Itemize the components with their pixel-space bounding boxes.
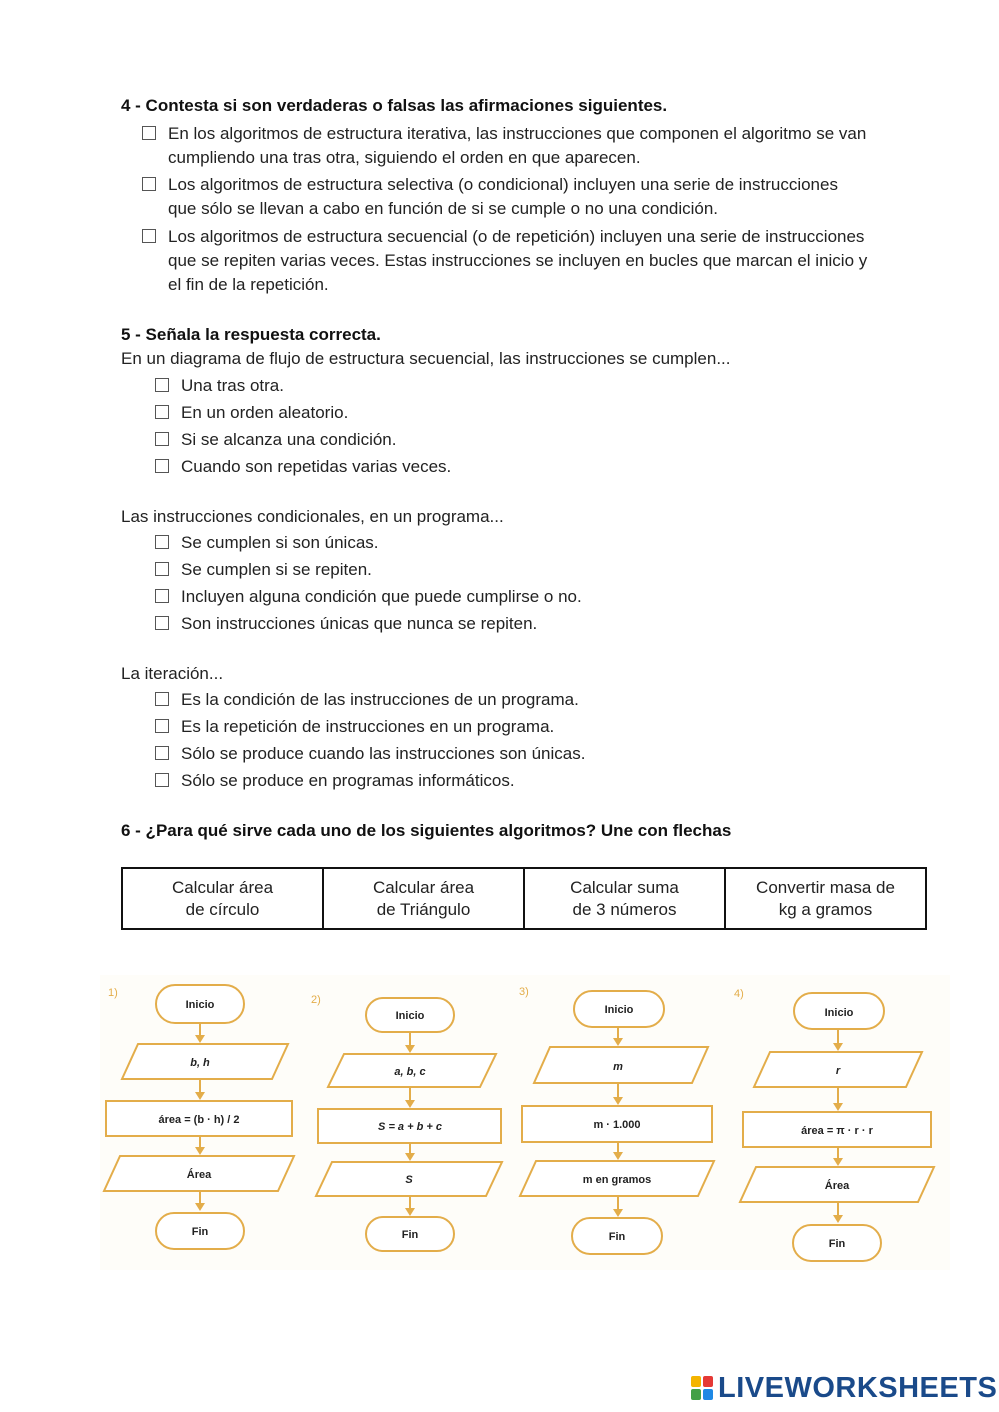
flowchart-3-end: Fin — [608, 1231, 626, 1243]
match-cell-circle-area[interactable] — [122, 868, 323, 929]
q6-title: 6 - ¿Para qué sirve cada uno de los siguientes algoritmos? Une con flechas — [121, 821, 732, 840]
match-cell-3-line1: Calcular suma — [570, 877, 679, 897]
flowchart-1-input: b, h — [190, 1057, 210, 1069]
flowchart-4-start: Inicio — [824, 1007, 854, 1019]
flowchart-3-start: Inicio — [604, 1004, 634, 1016]
flowchart-1-process: área = (b · h) / 2 — [158, 1114, 240, 1126]
flowchart-4-output: Área — [824, 1180, 850, 1192]
flowchart-1-output: Área — [186, 1169, 212, 1181]
flowchart-3-input: m — [613, 1061, 623, 1073]
match-cell-2-line1: Calcular área — [372, 877, 475, 897]
q5-g3-checkbox-3[interactable] — [155, 746, 169, 760]
q5-g1-option-3: Si se alcanza una condición. — [181, 430, 397, 449]
logo-icon — [690, 1375, 714, 1401]
q4-item-3-line1: Los algoritmos de estructura secuencial (o de repetición) incluyen una serie de instrucciones — [168, 227, 865, 246]
q5-g1-checkbox-3[interactable] — [155, 432, 169, 446]
flowchart-2-input: a, b, c — [394, 1066, 426, 1078]
flowchart-1-start: Inicio — [185, 999, 215, 1011]
q5-g3-option-3: Sólo se produce cuando las instrucciones son únicas. — [181, 744, 586, 763]
flowchart-4-end: Fin — [828, 1238, 846, 1250]
flowchart-2-process: S = a + b + c — [378, 1121, 442, 1133]
q5-g2-option-4: Son instrucciones únicas que nunca se repiten. — [181, 614, 538, 633]
q5-g3-checkbox-2[interactable] — [155, 719, 169, 733]
q5-g2-option-1: Se cumplen si son únicas. — [181, 533, 379, 552]
q4-checkbox-1[interactable] — [142, 126, 156, 140]
q5-g1-checkbox-2[interactable] — [155, 405, 169, 419]
q5-g2-option-2: Se cumplen si se repiten. — [181, 560, 372, 579]
flowcharts-area — [100, 975, 950, 1270]
q5-title: 5 - Señala la respuesta correcta. — [121, 325, 381, 344]
match-cell-4-line2: kg a gramos — [778, 899, 873, 919]
match-cell-triangle-area[interactable] — [323, 868, 524, 929]
liveworksheets-logo — [690, 1372, 997, 1404]
q5-g2-checkbox-3[interactable] — [155, 589, 169, 603]
flowchart-4-number: 4) — [734, 988, 744, 1000]
flowchart-1-end: Fin — [191, 1226, 209, 1238]
flowchart-3-process: m · 1.000 — [593, 1119, 641, 1131]
flowchart-2-output: S — [405, 1174, 413, 1186]
q5-g1-checkbox-4[interactable] — [155, 459, 169, 473]
flowchart-2-end: Fin — [401, 1229, 419, 1241]
match-table — [121, 867, 927, 930]
q4-checkbox-2[interactable] — [142, 177, 156, 191]
q5-g1-option-2: En un orden aleatorio. — [181, 403, 349, 422]
q5-g3-option-2: Es la repetición de instrucciones en un programa. — [181, 717, 555, 736]
q5-g2-checkbox-1[interactable] — [155, 535, 169, 549]
q5-g3-option-1: Es la condición de las instrucciones de un programa. — [181, 690, 579, 709]
flowchart-2-start: Inicio — [395, 1010, 425, 1022]
flowchart-3-output: m en gramos — [582, 1174, 652, 1186]
q4-item-3-line3: el fin de la repetición. — [168, 275, 329, 294]
q5-group-1-intro: En un diagrama de flujo de estructura secuencial, las instrucciones se cumplen... — [121, 349, 731, 368]
match-cell-kg-grams[interactable] — [725, 868, 926, 929]
q5-group-2-intro: Las instrucciones condicionales, en un programa... — [121, 507, 504, 526]
q5-g3-checkbox-4[interactable] — [155, 773, 169, 787]
q5-g2-option-3: Incluyen alguna condición que puede cumplirse o no. — [181, 587, 582, 606]
flowchart-1-number: 1) — [108, 987, 118, 999]
q4-item-2-line1: Los algoritmos de estructura selectiva (o condicional) incluyen una serie de instrucciones — [168, 175, 838, 194]
q5-g3-checkbox-1[interactable] — [155, 692, 169, 706]
q4-item-1-line2: cumpliendo una tras otra, siguiendo el orden en que aparecen. — [168, 148, 641, 167]
match-cell-sum-three[interactable] — [524, 868, 725, 929]
q5-g1-option-4: Cuando son repetidas varias veces. — [181, 457, 452, 476]
q5-g3-option-4: Sólo se produce en programas informáticos. — [181, 771, 515, 790]
match-cell-3-line2: de 3 números — [572, 899, 677, 919]
q4-item-2-line2: que sólo se llevan a cabo en función de si se cumple o no una condición. — [168, 199, 719, 218]
q5-group-3-intro: La iteración... — [121, 664, 224, 683]
match-cell-1-line1: Calcular área — [171, 877, 274, 897]
match-cell-2-line2: de Triángulo — [376, 899, 471, 919]
flowchart-2-number: 2) — [311, 994, 321, 1006]
logo-text: LIVEWORKSHEETS — [718, 1371, 998, 1404]
q5-g1-checkbox-1[interactable] — [155, 378, 169, 392]
q4-checkbox-3[interactable] — [142, 229, 156, 243]
flowchart-4-input: r — [835, 1065, 841, 1077]
match-cell-1-line2: de círculo — [185, 899, 260, 919]
q4-item-1-line1: En los algoritmos de estructura iterativa, las instrucciones que componen el algoritmo se van — [168, 124, 867, 143]
match-cell-4-line1: Convertir masa de — [756, 877, 895, 897]
q5-g2-checkbox-2[interactable] — [155, 562, 169, 576]
q5-g1-option-1: Una tras otra. — [181, 376, 284, 395]
q5-g2-checkbox-4[interactable] — [155, 616, 169, 630]
flowchart-3-number: 3) — [519, 986, 529, 998]
flowchart-4-process: área = π · r · r — [801, 1125, 873, 1137]
q4-item-3-line2: que se repiten varias veces. Estas instrucciones se incluyen en bucles que marcan el inicio y — [168, 251, 868, 270]
q4-title: 4 - Contesta si son verdaderas o falsas las afirmaciones siguientes. — [121, 96, 668, 115]
